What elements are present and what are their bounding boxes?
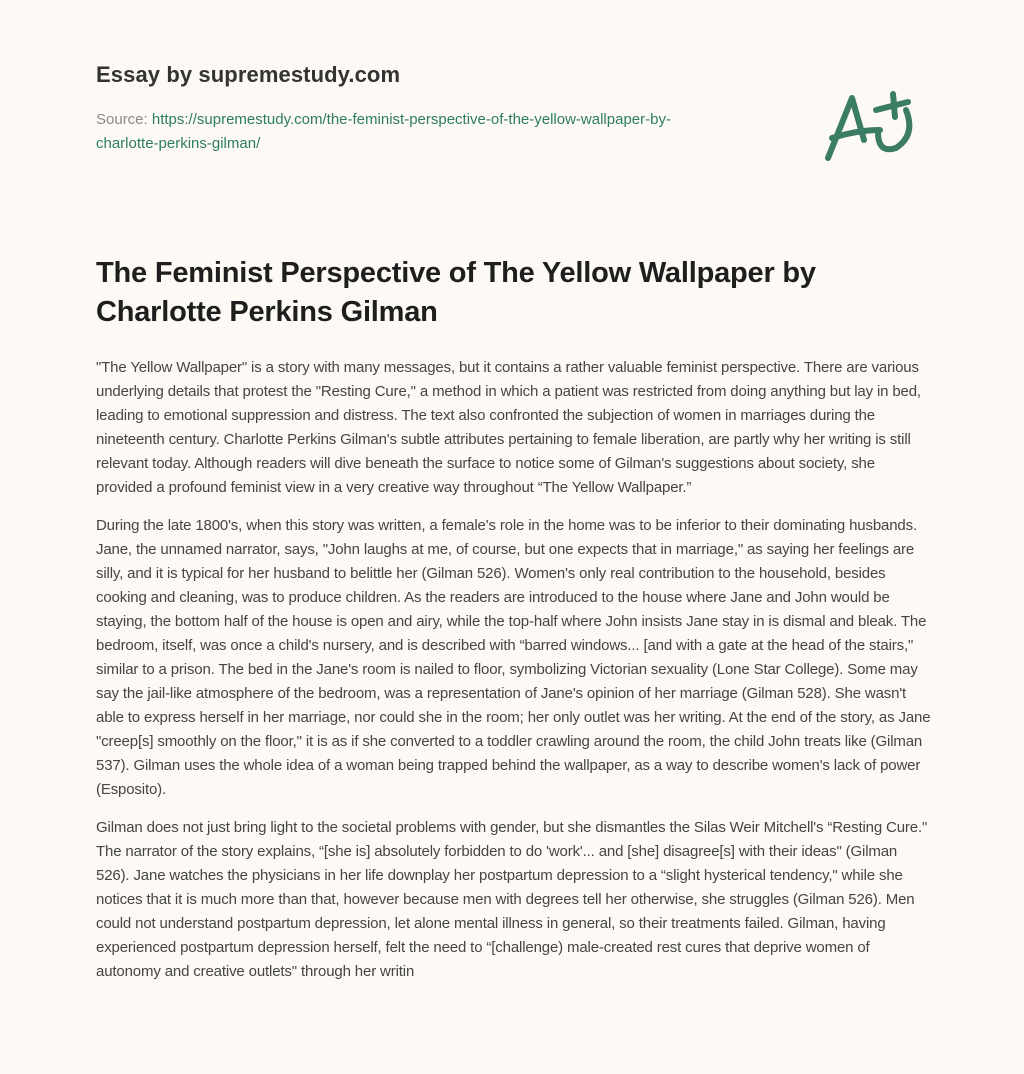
- paragraph-1: "The Yellow Wallpaper" is a story with many messages, but it contains a rather valuable feminist perspective. There are various underlying details that protest the "Resting Cure," a method in which a patient was restricted from doing anything but lay in bed, leading to emotional suppression and distress. The text also confronted the subjection of women in marriages during the nineteenth century. Charlotte Perkins Gilman's subtle attributes pertaining to female liberation, are partly why her writing is still relevant today. Although readers will dive beneath the surface to notice some of Gilman's suggestions about society, she provided a profound feminist view in a very creative way throughout “The Yellow Wallpaper.”: [96, 359, 921, 496]
- page-header: [96, 62, 796, 156]
- source-url-line2: charlotte-perkins-gilman/: [96, 135, 261, 152]
- source-link[interactable]: [96, 111, 671, 152]
- article-body: [96, 356, 932, 998]
- source-label: Source:: [96, 111, 152, 128]
- source-line: [96, 108, 796, 156]
- a-plus-grade-icon: [818, 70, 928, 170]
- article-title: The Feminist Perspective of The Yellow Wallpaper by Charlotte Perkins Gilman: [96, 257, 816, 328]
- paragraph-2: During the late 1800's, when this story was written, a female's role in the home was to be inferior to their dominating husbands. Jane, the unnamed narrator, says, "John laughs at me, of course, but one expects that in marriage," as saying her feelings are silly, and it is typical for her husband to belittle her (Gilman 526). Women's only real contribution to the household, besides cooking and cleaning, was to produce children. As the readers are introduced to the house where Jane and John would be staying, the bottom half of the house is open and airy, while the top-half where John insists Jane stay in is dismal and bleak. The bedroom, itself, was once a child's nursery, and is described with “barred windows... [and with a gate at the head of the stairs," similar to a prison. The bed in the Jane's room is nailed to floor, symbolizing Victorian sexuality (Lone Star College). Some may say the jail-like atmosphere of the bedroom, was a representation of Jane's opinion of her marriage (Gilman 528). She wasn't able to express herself in her marriage, nor could she in the room; her only outlet was her writing. At the end of the story, as Jane "creep[s] smoothly on the floor," it is as if she converted to a toddler crawling around the room, the child John treats like (Gilman 537). Gilman uses the whole idea of a woman being trapped behind the wallpaper, as a way to describe women's lack of power (Esposito).: [96, 517, 931, 798]
- site-title: Essay by supremestudy.com: [96, 62, 401, 87]
- paragraph-3: Gilman does not just bring light to the societal problems with gender, but she dismantles the Silas Weir Mitchell's “Resting Cure." The narrator of the story explains, “[she is] absolutely forbidden to do 'work'... and [she] disagree[s] with their ideas" (Gilman 526). Jane watches the physicians in her life downplay her postpartum depression to a “slight hysterical tendency," while she notices that it is much more than that, however because men with degrees tell her otherwise, she struggles (Gilman 526). Men could not understand postpartum depression, let alone mental illness in general, so their treatments failed. Gilman, having experienced postpartum depression herself, felt the need to “[challenge) male-created rest cures that deprive women of autonomy and creative outlets" through her writin: [96, 819, 928, 980]
- source-url-line1: https://supremestudy.com/the-feminist-perspective-of-the-yellow-wallpaper-by-: [151, 111, 671, 128]
